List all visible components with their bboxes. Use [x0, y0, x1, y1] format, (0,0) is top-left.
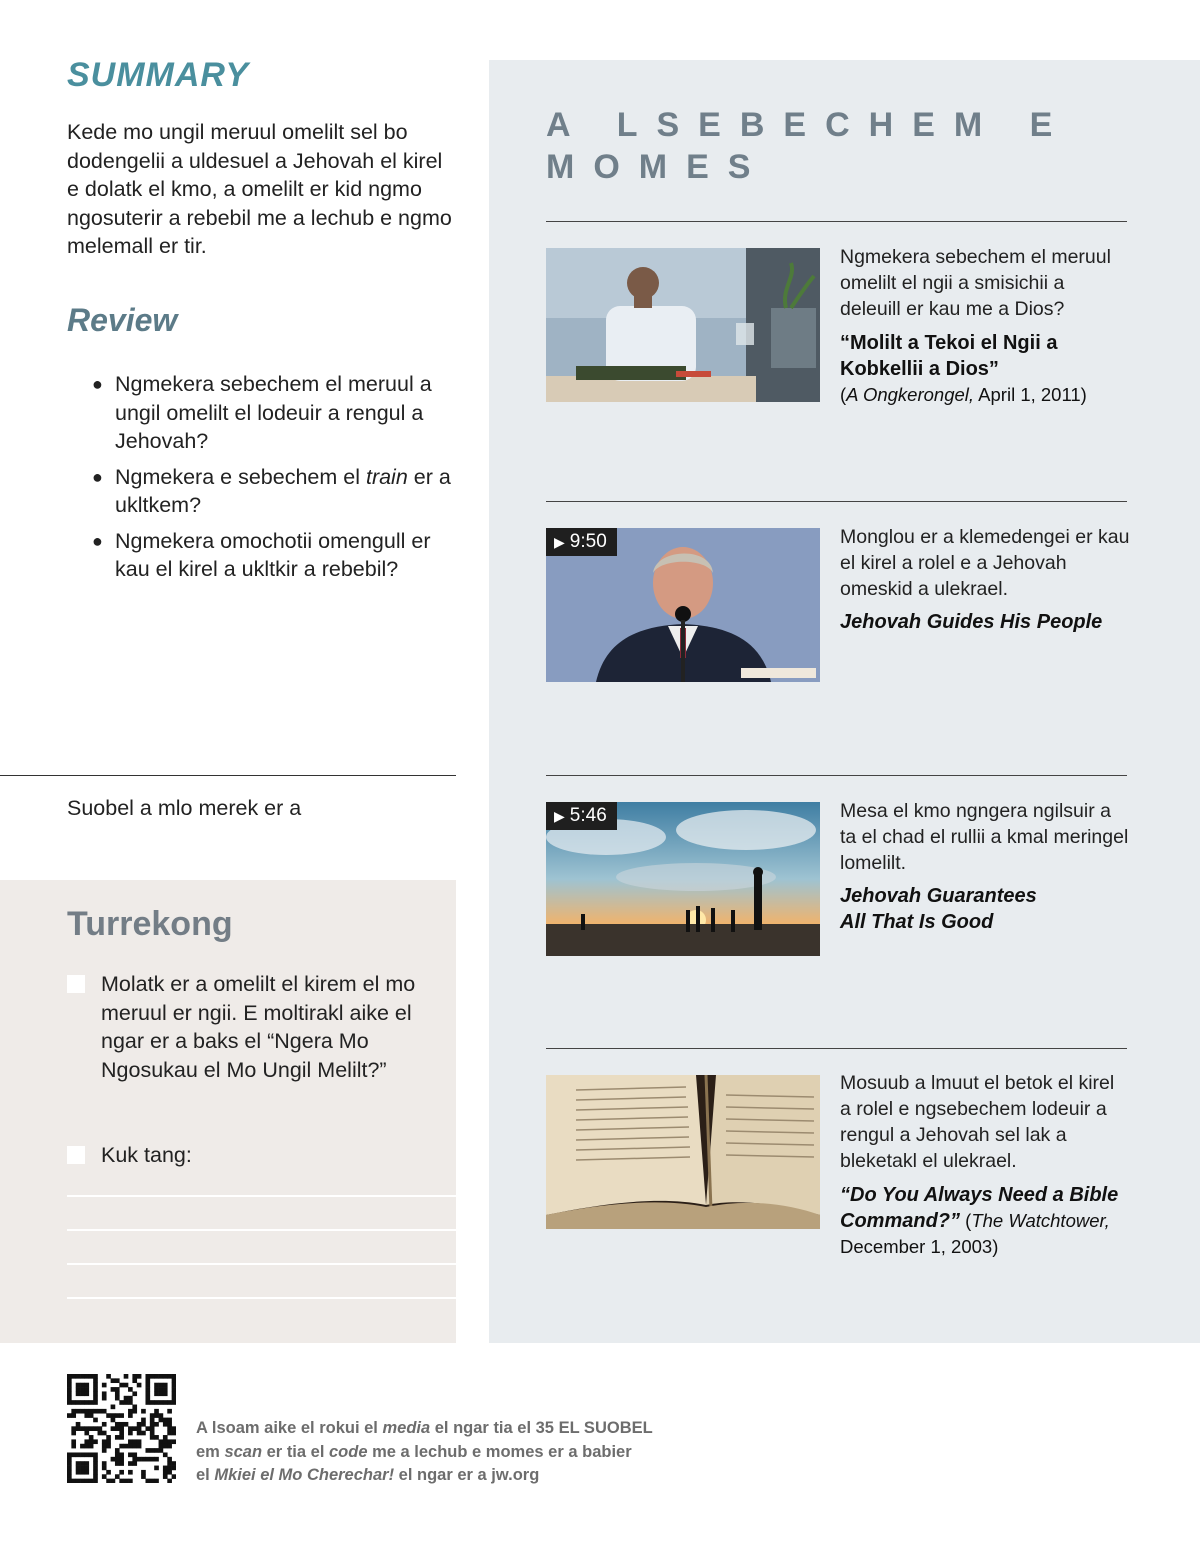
play-icon: ▶ [554, 534, 565, 550]
resource-description: Ngmekera sebechem el meruul omelilt el ngii a smisichii a deleuill er kau me a Dios? [840, 246, 1111, 320]
resource-reference[interactable] [840, 330, 1130, 408]
write-in-line[interactable] [67, 1263, 456, 1265]
goal-text: Molatk er a omelilt el kirem el mo meruul er ngii. E moltirakl aike el ngar er a baks el “Ngera Mo Ngosukau el Mo Ungil Melilt?” [101, 972, 416, 1082]
video-duration-badge: ▶ 9:50 [546, 528, 617, 556]
divider [546, 1048, 1127, 1049]
goal-panel [0, 880, 456, 1343]
review-list [92, 370, 452, 591]
divider [546, 775, 1127, 776]
divider [546, 221, 1127, 222]
goal-checklist-item [67, 1141, 427, 1171]
review-question-text: Ngmekera e sebechem el train er a ukltkem? [115, 464, 451, 517]
resource-title: “Do You Always Need a Bible Command?” [840, 1184, 1119, 1232]
sunset-video-thumbnail[interactable] [546, 802, 820, 956]
goal-checklist-item [67, 970, 427, 1110]
divider [0, 775, 456, 776]
video-duration-badge: ▶ 5:46 [546, 802, 617, 830]
resource-title: Jehovah Guides His People [840, 611, 1103, 633]
open-bible-thumbnail[interactable] [546, 1075, 820, 1229]
review-question [92, 370, 452, 456]
resource-reference[interactable] [840, 609, 1130, 635]
footer-text: A lsoam aike el rokui el media el ngar tia el 35 EL SUOBEL em scan er tia el code me a lechub e momes er a babier el Mkiei el Mo Cherechar! el ngar er a jw.org [196, 1419, 653, 1484]
checkbox[interactable] [67, 1146, 85, 1164]
review-question [92, 527, 452, 584]
man-studying-thumbnail[interactable] [546, 248, 820, 402]
publication-info: (The Watchtower, December 1, 2003) [840, 1210, 1110, 1257]
publication-info: (A Ongkerongel, April 1, 2011) [840, 384, 1087, 405]
resource-description: Mesa el kmo ngngera ngilsuir a ta el chad el rullii a kmal meringel lomelilt. [840, 800, 1129, 874]
resource-title: Jehovah Guarantees All That Is Good [840, 885, 1037, 933]
write-in-line[interactable] [67, 1195, 456, 1197]
summary-text: Kede mo ungil meruul omelilt sel bo dodengelii a uldesuel a Jehovah el kirel e dolatk el kmo, a omelilt er kid ngmo ngosuterir a rebebil me a lechub e ngmo melemall er tir. [67, 120, 452, 258]
write-in-line[interactable] [67, 1297, 456, 1299]
review-question [92, 463, 452, 520]
review-question-text: Ngmekera omochotii omengull er kau el kirel a ukltkir a rebebil? [115, 528, 431, 581]
review-heading: Review [67, 302, 178, 338]
bullet-icon: ● [92, 374, 103, 394]
play-icon: ▶ [554, 808, 565, 824]
speaker-video-thumbnail[interactable] [546, 528, 820, 682]
resource-description: Mosuub a lmuut el betok el kirel a rolel e ngsebechem lodeuir a rengul a Jehovah sel lak a bleketakl el ulekrael. [840, 1072, 1115, 1172]
resource-description: Monglou er a klemedengei er kau el kirel a rolel e a Jehovah omeskid a ulekrael. [840, 526, 1130, 600]
bullet-icon: ● [92, 530, 103, 551]
explore-heading: A LSEBECHEM E MOMES [546, 106, 1072, 186]
write-in-line[interactable] [67, 1229, 456, 1231]
divider [546, 501, 1127, 502]
summary-heading: SUMMARY [67, 56, 250, 94]
goal-text: Kuk tang: [101, 1143, 192, 1167]
resource-reference[interactable] [840, 1182, 1130, 1260]
qr-code-icon[interactable] [67, 1374, 176, 1483]
goal-heading: Turrekong [67, 905, 233, 943]
review-question-text: Ngmekera sebechem el meruul a ungil omelilt el lodeuir a rengul a Jehovah? [115, 372, 432, 453]
footnote-text: Suobel a mlo merek er a [67, 796, 302, 820]
resource-reference[interactable] [840, 883, 1050, 935]
bullet-icon: ● [92, 466, 103, 487]
checkbox[interactable] [67, 975, 85, 993]
resource-title: “Molilt a Tekoi el Ngii a Kobkellii a Dios” [840, 332, 1058, 380]
